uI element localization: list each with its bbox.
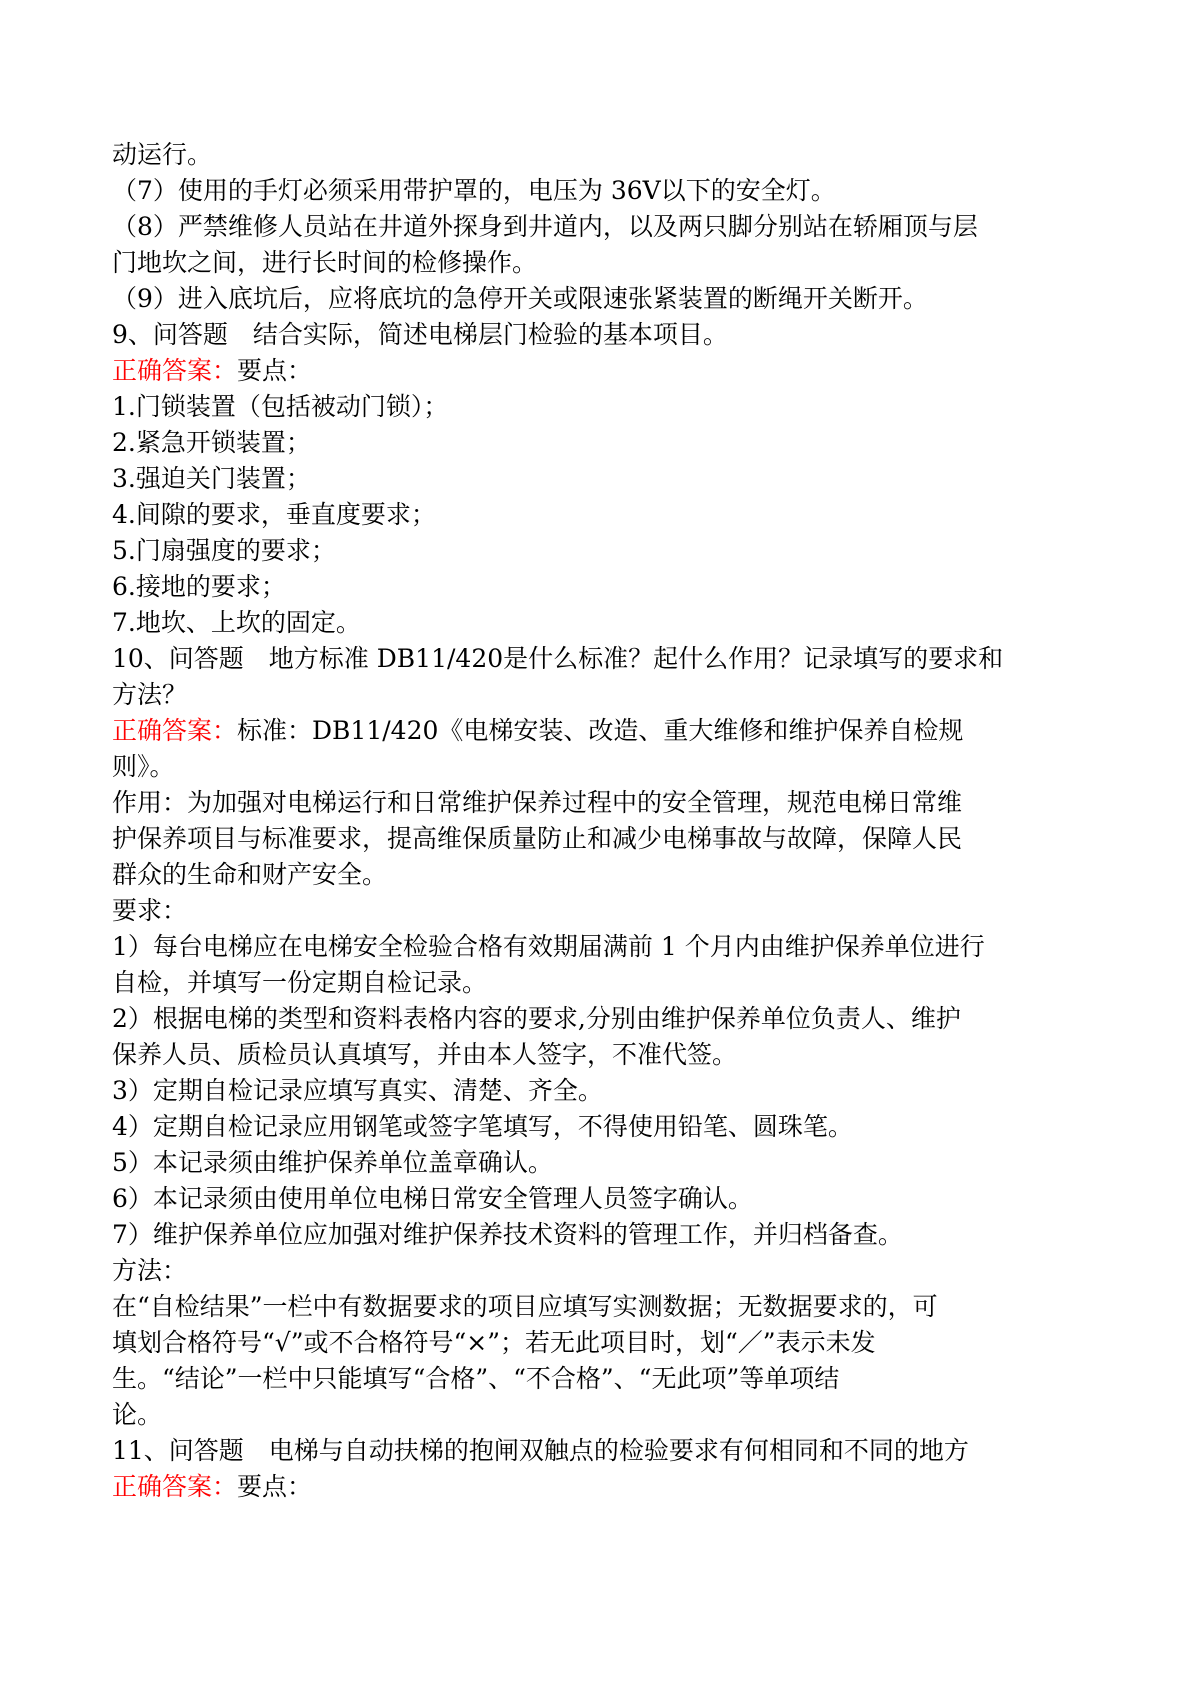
line-text: 4）定期自检记录应用钢笔或签字笔填写，不得使用铅笔、圆珠笔。 <box>112 1112 853 1141</box>
text-line <box>112 785 1081 821</box>
text-line <box>112 137 1081 173</box>
line-text: （9）进入底坑后，应将底坑的急停开关或限速张紧装置的断绳开关断开。 <box>112 284 928 313</box>
answer-label: 正确答案： <box>112 716 238 745</box>
text-line <box>112 641 1081 677</box>
line-text: 要点： <box>237 1472 313 1501</box>
line-text: 7）维护保养单位应加强对维护保养技术资料的管理工作，并归档备查。 <box>112 1220 903 1249</box>
line-text: 保养人员、质检员认真填写，并由本人签字，不准代签。 <box>112 1040 738 1069</box>
line-text: 9、问答题 结合实际，简述电梯层门检验的基本项目。 <box>112 320 728 349</box>
text-line <box>112 533 1081 569</box>
text-line <box>112 749 1081 785</box>
line-text: 3.强迫关门装置； <box>112 464 311 493</box>
line-text: 在“自检结果”一栏中有数据要求的项目应填写实测数据；无数据要求的，可 <box>112 1292 938 1321</box>
text-line <box>112 281 1081 317</box>
answer-line <box>112 713 1081 749</box>
line-text: 11、问答题 电梯与自动扶梯的抱闸双触点的检验要求有何相同和不同的地方 <box>112 1436 969 1465</box>
text-line <box>112 1217 1081 1253</box>
text-line <box>112 821 1081 857</box>
line-text: （8）严禁维修人员站在井道外探身到井道内，以及两只脚分别站在轿厢顶与层 <box>112 212 978 241</box>
line-text: 10、问答题 地方标准 DB11/420是什么标准？起什么作用？记录填写的要求和 <box>112 644 1004 673</box>
text-line <box>112 1397 1081 1433</box>
text-line <box>112 929 1081 965</box>
text-line <box>112 857 1081 893</box>
line-text: 自检，并填写一份定期自检记录。 <box>112 968 488 997</box>
text-line <box>112 569 1081 605</box>
text-line <box>112 1109 1081 1145</box>
text-line <box>112 317 1081 353</box>
line-text: 方法？ <box>112 680 188 709</box>
text-line <box>112 893 1081 929</box>
text-line <box>112 965 1081 1001</box>
text-line <box>112 1145 1081 1181</box>
text-line <box>112 425 1081 461</box>
answer-line <box>112 1469 1081 1505</box>
text-line <box>112 1001 1081 1037</box>
line-text: 6.接地的要求； <box>112 572 286 601</box>
text-line <box>112 1253 1081 1289</box>
line-text: 标准：DB11/420《电梯安装、改造、重大维修和维护保养自检规 <box>237 716 964 745</box>
line-text: 2.紧急开锁装置； <box>112 428 311 457</box>
line-text: 作用：为加强对电梯运行和日常维护保养过程中的安全管理，规范电梯日常维 <box>112 788 963 817</box>
line-text: 4.间隙的要求，垂直度要求； <box>112 500 436 529</box>
text-line <box>112 1325 1081 1361</box>
line-text: 群众的生命和财产安全。 <box>112 860 388 889</box>
line-text: 方法： <box>112 1256 188 1285</box>
line-text: 5.门扇强度的要求； <box>112 536 336 565</box>
line-text: 3）定期自检记录应填写真实、清楚、齐全。 <box>112 1076 603 1105</box>
text-line <box>112 1181 1081 1217</box>
line-text: 7.地坎、上坎的固定。 <box>112 608 361 637</box>
line-text: 6）本记录须由使用单位电梯日常安全管理人员签字确认。 <box>112 1184 753 1213</box>
text-line <box>112 1433 1081 1469</box>
line-text: 生。“结论”一栏中只能填写“合格”、“不合格”、“无此项”等单项结 <box>112 1364 840 1393</box>
line-text: 5）本记录须由维护保养单位盖章确认。 <box>112 1148 553 1177</box>
text-line <box>112 1289 1081 1325</box>
line-text: 2）根据电梯的类型和资料表格内容的要求,分别由维护保养单位负责人、维护 <box>112 1004 961 1033</box>
answer-label: 正确答案： <box>112 1472 238 1501</box>
line-text: 护保养项目与标准要求，提高维保质量防止和减少电梯事故与故障，保障人民 <box>112 824 963 853</box>
text-line <box>112 245 1081 281</box>
line-text: 门地坎之间，进行长时间的检修操作。 <box>112 248 538 277</box>
line-text: （7）使用的手灯必须采用带护罩的，电压为 36V以下的安全灯。 <box>112 176 836 205</box>
text-line <box>112 497 1081 533</box>
text-line <box>112 1073 1081 1109</box>
line-text: 动运行。 <box>112 140 213 169</box>
text-line <box>112 677 1081 713</box>
text-line <box>112 1361 1081 1397</box>
line-text: 1）每台电梯应在电梯安全检验合格有效期届满前 1 个月内由维护保养单位进行 <box>112 932 985 961</box>
text-line <box>112 389 1081 425</box>
text-line <box>112 461 1081 497</box>
line-text: 则》。 <box>112 752 175 781</box>
text-line <box>112 605 1081 641</box>
text-line <box>112 1037 1081 1073</box>
line-text: 填划合格符号“√”或不合格符号“×”；若无此项目时，划“／”表示未发 <box>112 1328 876 1357</box>
answer-label: 正确答案： <box>112 356 238 385</box>
answer-line <box>112 353 1081 389</box>
line-text: 要求： <box>112 896 188 925</box>
line-text: 论。 <box>112 1400 163 1429</box>
line-text: 要点： <box>237 356 313 385</box>
text-line <box>112 173 1081 209</box>
text-line <box>112 209 1081 245</box>
line-text: 1.门锁装置（包括被动门锁）； <box>112 392 449 421</box>
